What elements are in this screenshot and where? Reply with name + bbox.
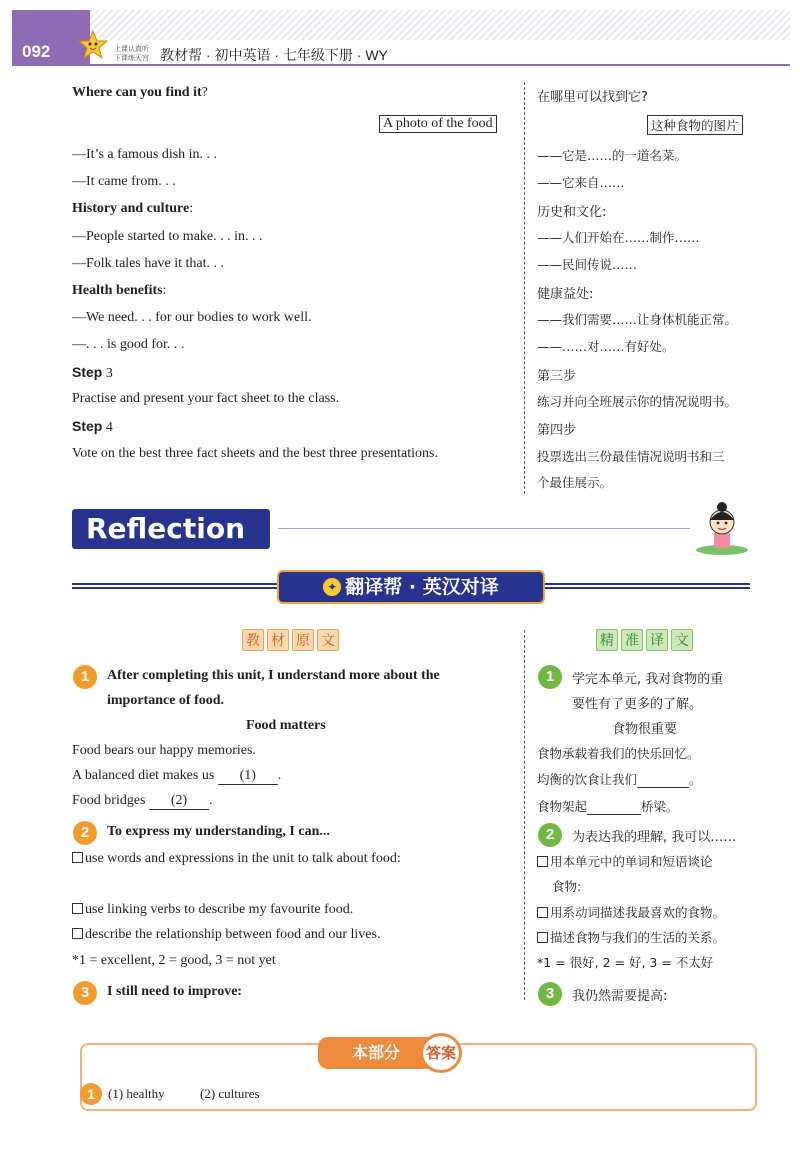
where-cn: 在哪里可以找到它?	[537, 90, 648, 105]
step4-label	[72, 418, 113, 436]
balanced-cn-end: 。	[689, 772, 702, 787]
memories-line: Food bears our happy memories.	[72, 743, 256, 758]
health-heading-colon: :	[162, 283, 167, 298]
item2-text: To express my understanding, I can...	[107, 824, 330, 839]
answer-2: (2) cultures	[200, 1086, 260, 1101]
history-heading	[72, 201, 193, 217]
lightbulb-icon: ✦	[323, 578, 341, 596]
balanced-cn-text: 均衡的饮食让我们	[537, 772, 638, 787]
right-heading-char: 准	[621, 629, 643, 651]
checkbox-item-1	[72, 851, 401, 867]
item1-cn-number-badge: 1	[538, 665, 562, 689]
bridges-cn	[537, 797, 679, 815]
step4-text-cn-2: 个最佳展示。	[537, 475, 613, 490]
step4-text-cn-1: 投票选出三份最佳情况说明书和三	[537, 449, 725, 464]
checkbox-cn-1	[537, 852, 713, 870]
magnifier-answer-icon: 答案	[420, 1033, 462, 1073]
balanced-text: A balanced diet makes us	[72, 768, 215, 783]
checkbox-icon	[72, 928, 83, 939]
left-heading-char: 文	[317, 629, 339, 651]
history-heading-text: History and culture	[72, 201, 190, 216]
item1-number-badge: 1	[73, 665, 97, 689]
step3-text-cn: 练习并向全班展示你的情况说明书。	[537, 394, 738, 409]
blank-2-cn	[587, 799, 641, 815]
item2-cn-number-badge: 2	[538, 823, 562, 847]
checkbox-item-3	[72, 927, 380, 943]
memories-cn: 食物承载着我们的快乐回忆。	[537, 746, 700, 761]
step3-number: 3	[105, 366, 113, 381]
checkbox-cn-3-text: 描述食物与我们的生活的关系。	[550, 930, 726, 945]
checkbox-item-2-text: use linking verbs to describe my favourite food.	[85, 902, 354, 917]
right-heading-char: 文	[671, 629, 693, 651]
item3-number-badge: 3	[73, 981, 97, 1005]
left-heading-char: 材	[267, 629, 289, 651]
checkbox-item-3-text: describe the relationship between food and our lives.	[85, 927, 381, 942]
health-heading	[72, 283, 167, 299]
step4-cn: 第四步	[537, 423, 577, 438]
we-need-cn: ——我们需要……让身体机能正常。	[537, 312, 738, 327]
step4-number: 4	[105, 420, 113, 435]
right-heading-char: 精	[596, 629, 618, 651]
blank-1-cn	[637, 772, 689, 788]
right-column-heading	[596, 629, 693, 651]
came-from-line: —It came from. . .	[72, 174, 176, 189]
item1-cn-line1: 学完本单元, 我对食物的重	[572, 672, 724, 687]
slogan-line-2: 下课练天宫	[114, 55, 149, 62]
famous-cn: ——它是……的一道名菜。	[537, 148, 688, 163]
rating-scale: *1 = excellent, 2 = good, 3 = not yet	[72, 953, 276, 968]
where-heading-qmark: ?	[201, 85, 208, 100]
bridges-cn-text: 食物架起	[537, 799, 588, 814]
translation-ribbon-title: 翻译帮 · 英汉对译	[345, 576, 499, 598]
checkbox-item-1-colon: :	[396, 851, 401, 866]
food-matters-cn: 食物很重要	[612, 722, 678, 737]
checkbox-icon	[72, 903, 83, 914]
checkbox-cn-2-text: 用系动词描述我最喜欢的食物。	[550, 905, 726, 920]
page-header	[0, 0, 800, 72]
page-number: 092	[22, 42, 51, 61]
ribbon-right-rule	[545, 583, 750, 589]
health-heading-text: Health benefits	[72, 283, 163, 298]
food-matters-title: Food matters	[246, 718, 326, 733]
where-heading	[72, 85, 208, 101]
bridges-text: Food bridges	[72, 793, 146, 808]
step3-word: Step	[72, 364, 103, 380]
reflection-banner: Reflection	[72, 509, 270, 549]
checkbox-icon	[72, 852, 83, 863]
header-rule	[90, 64, 790, 66]
answer-tab	[318, 1033, 468, 1077]
started-cn: ——人们开始在……制作……	[537, 230, 700, 245]
where-heading-text: Where can you find it	[72, 85, 202, 100]
answer-1: (1) healthy	[108, 1086, 165, 1101]
item3-text: I still need to improve:	[107, 984, 243, 999]
checkbox-item-1-text: use words and expressions in the unit to talk about food	[85, 851, 397, 866]
step4-text: Vote on the best three fact sheets and the best three presentations.	[72, 446, 438, 461]
item1-line2: importance of food.	[107, 693, 225, 708]
book-title: 教材帮 · 初中英语 · 七年级下册 · WY	[160, 47, 388, 63]
column-divider-bottom	[524, 630, 525, 1000]
came-from-cn: ——它来自……	[537, 175, 625, 190]
item1-line1: After completing this unit, I understand more about the	[107, 668, 440, 683]
photo-box-cn: 这种食物的图片	[647, 115, 743, 135]
blank-2: (2)	[149, 793, 209, 810]
answer-item-badge: 1	[80, 1083, 102, 1105]
checkbox-icon	[537, 932, 548, 943]
famous-dish-line: —It’s a famous dish in. . .	[72, 147, 218, 162]
reflection-rule	[278, 528, 690, 529]
step4-word: Step	[72, 418, 103, 434]
history-heading-colon: :	[189, 201, 194, 216]
header-slogan	[114, 45, 149, 63]
blank-1: (1)	[218, 768, 278, 785]
step3-cn: 第三步	[537, 369, 577, 384]
checkbox-cn-1-cont: 食物:	[552, 879, 582, 894]
step3-label	[72, 364, 113, 382]
bridges-cn-end: 桥梁。	[641, 799, 679, 814]
item2-number-badge: 2	[73, 821, 97, 845]
folk-cn: ——民间传说……	[537, 257, 638, 272]
rating-scale-cn: *1 = 很好, 2 = 好, 3 = 不太好	[537, 955, 714, 970]
left-heading-char: 原	[292, 629, 314, 651]
checkbox-cn-2	[537, 903, 725, 921]
history-cn: 历史和文化:	[537, 205, 607, 220]
star-mascot-icon	[78, 30, 108, 60]
ribbon-left-rule	[72, 583, 277, 589]
checkbox-item-2	[72, 902, 353, 918]
slogan-line-1: 上课认真听	[114, 46, 149, 53]
photo-box-en: A photo of the food	[379, 115, 497, 133]
item2-cn-text: 为表达我的理解, 我可以……	[572, 830, 737, 845]
checkbox-cn-3	[537, 928, 725, 946]
left-column-heading	[242, 629, 339, 651]
balanced-line: A balanced diet makes us (1) .	[72, 768, 282, 783]
item3-cn-number-badge: 3	[538, 982, 562, 1006]
item1-cn-line2: 要性有了更多的了解。	[572, 697, 703, 712]
good-for-line: —. . . is good for. . .	[72, 337, 185, 352]
left-heading-char: 教	[242, 629, 264, 651]
step3-text: Practise and present your fact sheet to the class.	[72, 391, 340, 406]
translation-ribbon	[277, 570, 545, 604]
checkbox-cn-1-text: 用本单元中的单词和短语谈论	[550, 854, 713, 869]
we-need-line: —We need. . . for our bodies to work well.	[72, 310, 312, 325]
answer-tab-label: 本部分	[318, 1037, 430, 1069]
header-pattern-strip	[90, 10, 790, 40]
health-cn: 健康益处:	[537, 287, 594, 302]
good-for-cn: ——……对……有好处。	[537, 339, 675, 354]
bridges-line: Food bridges (2) .	[72, 793, 213, 808]
right-heading-char: 译	[646, 629, 668, 651]
folk-line: —Folk tales have it that. . .	[72, 256, 225, 271]
item3-cn-text: 我仍然需要提高:	[572, 989, 668, 1004]
checkbox-icon	[537, 856, 548, 867]
girl-mascot-icon	[694, 502, 750, 556]
started-line: —People started to make. . . in. . .	[72, 229, 263, 244]
column-divider-top	[524, 82, 525, 494]
balanced-cn	[537, 770, 702, 788]
checkbox-icon	[537, 907, 548, 918]
